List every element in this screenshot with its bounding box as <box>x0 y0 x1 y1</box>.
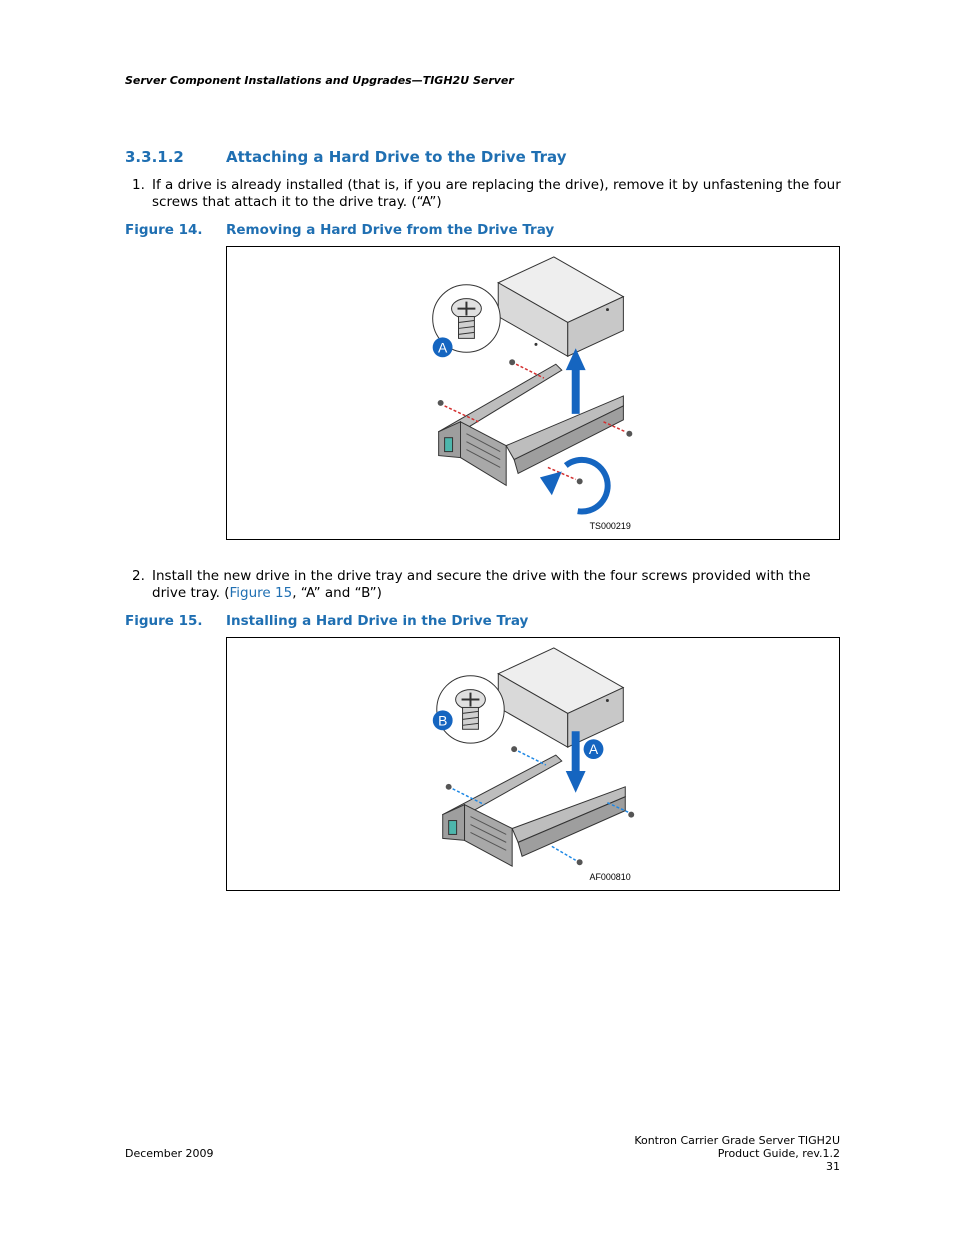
step-number: 1. <box>132 177 145 193</box>
callout-b-label: B <box>438 712 448 729</box>
step-text: If a drive is already installed (that is, if you are replacing the drive), remove it by unfastening the four screws that attach it to the drive tray. (“A”) <box>152 177 841 210</box>
hard-drive-drawing <box>498 257 623 356</box>
drive-tray-drawing <box>443 755 626 866</box>
step-number: 2. <box>132 568 145 584</box>
lift-arrow-icon <box>566 348 586 414</box>
step-text: Install the new drive in the drive tray and secure the drive with the four screws provided with the drive tray. (Figure 15, “A” and “B”) <box>152 568 811 601</box>
callout-a-label: A <box>437 339 448 356</box>
figure-15-link[interactable]: Figure 15 <box>229 585 293 601</box>
section-title: Attaching a Hard Drive to the Drive Tray <box>226 148 567 166</box>
footer-date: December 2009 <box>125 1147 214 1160</box>
step-1 <box>132 177 842 211</box>
figure-14-number: Figure 14. <box>125 222 203 238</box>
art-id-af000810: AF000810 <box>589 872 631 883</box>
figure-15-illustration <box>226 637 840 891</box>
callout-a-label: A <box>588 741 599 758</box>
section-number: 3.3.1.2 <box>125 148 184 166</box>
step-2 <box>132 568 842 602</box>
drive-install-drawing <box>227 638 839 890</box>
figure-14-illustration <box>226 246 840 540</box>
footer-guide: Product Guide, rev.1.2 <box>717 1147 840 1160</box>
footer-product: Kontron Carrier Grade Server TIGH2U <box>634 1134 840 1147</box>
art-id-ts000219: TS000219 <box>589 521 631 532</box>
figure-15-number: Figure 15. <box>125 613 203 629</box>
running-header: Server Component Installations and Upgrades—TIGH2U Server <box>125 74 514 87</box>
footer-product-info <box>634 1134 840 1173</box>
figure-15-title: Installing a Hard Drive in the Drive Tray <box>226 613 529 629</box>
hard-drive-drawing <box>498 648 623 747</box>
figure-14-title: Removing a Hard Drive from the Drive Tray <box>226 222 555 238</box>
screw-zoom-circle <box>437 676 504 743</box>
drive-removal-drawing <box>227 247 839 539</box>
page-number: 31 <box>826 1160 840 1173</box>
